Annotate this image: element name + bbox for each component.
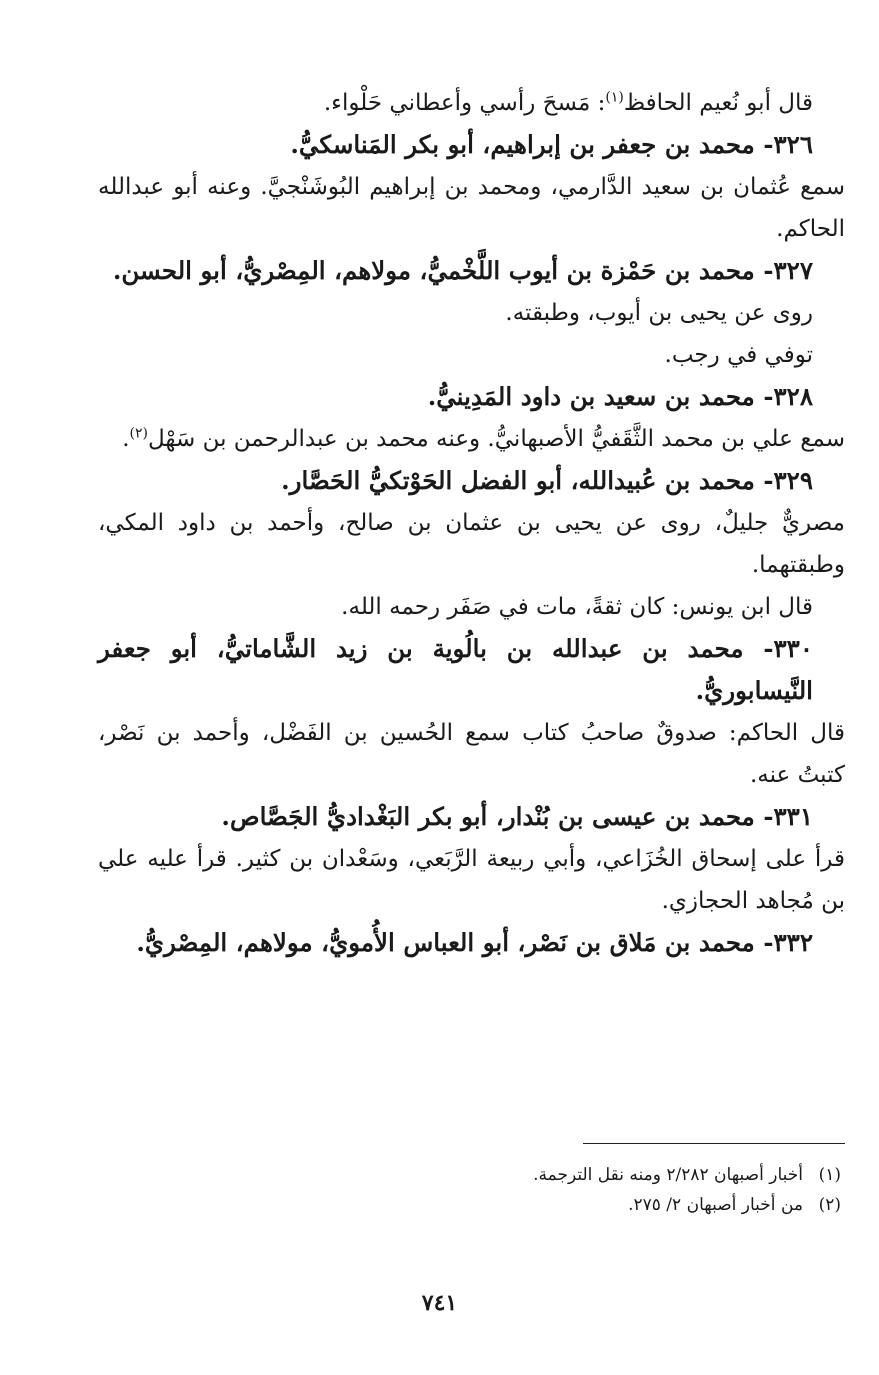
entry-title: محمد بن عبدالله بن بالُوية بن زيد الشَّاماتيُّ، أبو جعفر النَّيسابوريُّ.	[98, 634, 813, 705]
paragraph-text: قال ابن يونس: كان ثقةً، مات في صَفَر رحمه الله.	[341, 594, 813, 620]
footnote-reference[interactable]: (٢)	[129, 425, 148, 442]
entry-paragraph	[98, 502, 845, 586]
entry-paragraph	[98, 292, 845, 334]
entry-heading	[98, 922, 845, 964]
paragraph-text: مصريٌّ جليلٌ، روى عن يحيى بن عثمان بن صالح، وأحمد بن داود المكي، وطبقتهما.	[98, 510, 845, 578]
intro-paragraph	[98, 82, 845, 124]
footnote-mark: (١)	[818, 1165, 841, 1185]
paragraph-text-end: .	[122, 426, 130, 452]
entry-title: محمد بن حَمْزة بن أيوب اللَّخْميُّ، مولاهم، المِصْريُّ، أبو الحسن.	[112, 256, 755, 285]
entry-heading	[98, 628, 845, 712]
intro-text-end: : مَسحَ رأسي وأعطاني حَلْواء.	[323, 90, 606, 116]
paragraph-text: سمع علي بن محمد الثَّقَفيُّ الأصبهانيُّ. وعنه محمد بن عبدالرحمن بن سَهْل	[147, 426, 845, 452]
entry-title: محمد بن سعيد بن داود المَدِينيُّ.	[427, 382, 755, 411]
footnote-reference[interactable]: (١)	[605, 89, 624, 106]
footnote-mark: (٢)	[818, 1195, 841, 1215]
entry-paragraph	[98, 586, 845, 628]
entry-heading	[98, 376, 845, 418]
entry-number: ٣٢٨-	[763, 382, 813, 411]
entry-title: محمد بن جعفر بن إبراهيم، أبو بكر المَناسكيُّ.	[290, 130, 755, 159]
paragraph-text: قال الحاكم: صدوقٌ صاحبُ كتاب سمع الحُسين بن الفَضْل، وأحمد بن نَصْر، كتبتُ عنه.	[98, 720, 845, 788]
page-number: ٧٤١	[421, 1290, 458, 1316]
entry-title: محمد بن عيسى بن بُنْدار، أبو بكر البَغْداديُّ الجَصَّاص.	[221, 802, 755, 831]
footnote-text: من أخبار أصبهان ٢/ ٢٧٥.	[628, 1195, 803, 1215]
footnote-text: أخبار أصبهان ٢/٢٨٢ ومنه نقل الترجمة.	[533, 1165, 803, 1185]
entry-heading	[98, 124, 845, 166]
footnote	[98, 1190, 845, 1220]
main-text	[98, 82, 845, 964]
entry-title: محمد بن مَلاق بن نَصْر، أبو العباس الأُمويُّ، مولاهم، المِصْريُّ.	[136, 928, 755, 957]
entry-paragraph	[98, 166, 845, 250]
paragraph-text: سمع عُثمان بن سعيد الدَّارمي، ومحمد بن إبراهيم البُوشَنْجيَّ. وعنه أبو عبدالله الحاكم.	[98, 174, 845, 242]
footnote-divider	[583, 1143, 845, 1144]
footnote	[98, 1160, 845, 1190]
entry-number: ٣٢٦-	[763, 130, 813, 159]
entry-number: ٣٣٢-	[763, 928, 813, 957]
entry-number: ٣٣٠-	[763, 634, 813, 663]
entries-list	[98, 124, 845, 964]
entry-number: ٣٢٩-	[763, 466, 813, 495]
entry-title: محمد بن عُبيدالله، أبو الفضل الحَوْتكيُّ الحَصَّار.	[281, 466, 755, 495]
intro-text: قال أبو نُعيم الحافظ	[623, 90, 813, 116]
footnotes	[98, 1160, 845, 1220]
paragraph-text: قرأ على إسحاق الخُزَاعي، وأبي ربيعة الرَّبَعي، وسَعْدان بن كثير. قرأ عليه علي بن مُجاهد الحجازي.	[98, 846, 845, 914]
entry-paragraph	[98, 334, 845, 376]
entry-paragraph	[98, 418, 845, 460]
entry-paragraph	[98, 838, 845, 922]
entry-number: ٣٣١-	[763, 802, 813, 831]
entry-heading	[98, 796, 845, 838]
paragraph-text: روى عن يحيى بن أيوب، وطبقته.	[505, 300, 813, 326]
entry-number: ٣٢٧-	[763, 256, 813, 285]
paragraph-text: توفي في رجب.	[664, 342, 813, 368]
entry-heading	[98, 460, 845, 502]
entry-heading	[98, 250, 845, 292]
entry-paragraph	[98, 712, 845, 796]
